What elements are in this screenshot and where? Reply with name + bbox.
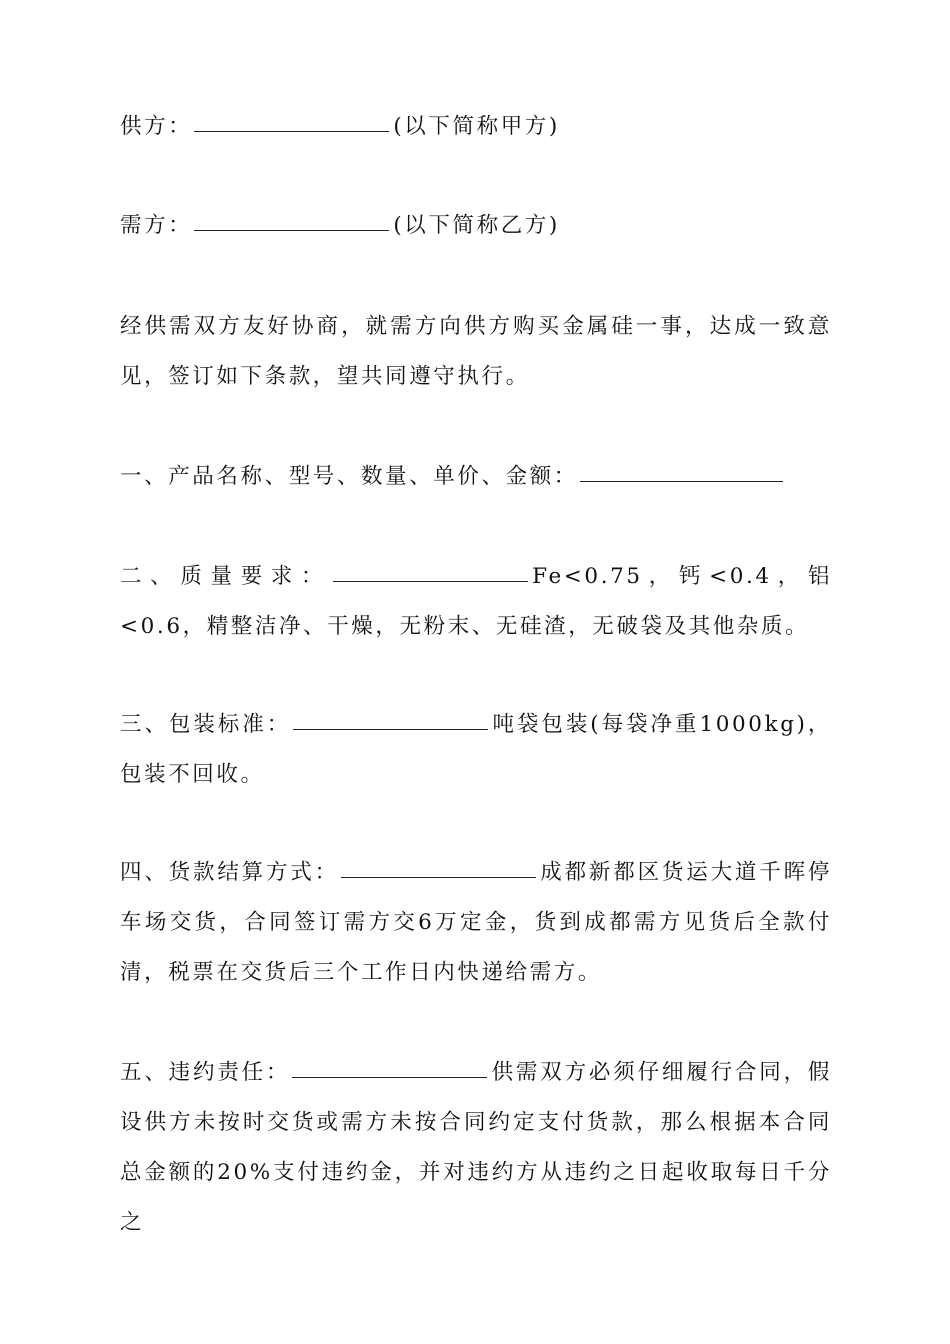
section-3-text: 吨袋包装(每袋净重1000kg)，包装不回收。: [120, 712, 832, 787]
section-4-text: 成都新都区货运大道千晖停车场交货，合同签订需方交6万定金，货到成都需方见货后全款付清，税票在交货后三个工作日内快递给需方。: [120, 860, 832, 985]
section-1-blank: [580, 480, 783, 482]
supplier-line: [120, 102, 832, 152]
section-2-heading: 二、质量要求：: [120, 564, 332, 589]
section-2-text: Fe<0.75，钙<0.4，铝<0.6，精整洁净、干燥，无粉末、无硅渣，无破袋及其他杂质。: [120, 564, 833, 639]
section-5-heading: 五、违约责任：: [120, 1060, 291, 1085]
intro-paragraph: 经供需双方友好协商，就需方向供方购买金属硅一事，达成一致意见，签订如下条款，望共同遵守执行。: [120, 314, 832, 389]
buyer-label: 需方：: [120, 213, 193, 238]
buyer-suffix: (以下简称乙方): [393, 213, 560, 238]
section-1-heading: 一、产品名称、型号、数量、单价、金额：: [120, 464, 578, 489]
section-4-blank: [341, 876, 536, 878]
section-5-blank: [292, 1076, 487, 1078]
section-4-heading: 四、货款结算方式：: [120, 860, 339, 885]
section-5-text: 供需双方必须仔细履行合同，假设供方未按时交货或需方未按合同约定支付货款，那么根据本合同总金额的20%支付违约金，并对违约方从违约之日起收取每日千分之: [120, 1060, 833, 1235]
supplier-label: 供方：: [120, 114, 193, 139]
section-2-blank: [333, 580, 528, 582]
section-3-heading: 三、包装标准：: [120, 712, 292, 737]
section-4-payment: [120, 848, 832, 998]
section-3-packaging: [120, 700, 832, 800]
section-3-blank: [293, 728, 488, 730]
section-1-product: [120, 452, 832, 502]
buyer-line: [120, 201, 832, 251]
section-5-liability: [120, 1048, 832, 1248]
section-2-quality: [120, 552, 832, 652]
supplier-suffix: (以下简称甲方): [393, 114, 560, 139]
supplier-name-blank: [194, 130, 389, 132]
buyer-name-blank: [194, 229, 389, 231]
